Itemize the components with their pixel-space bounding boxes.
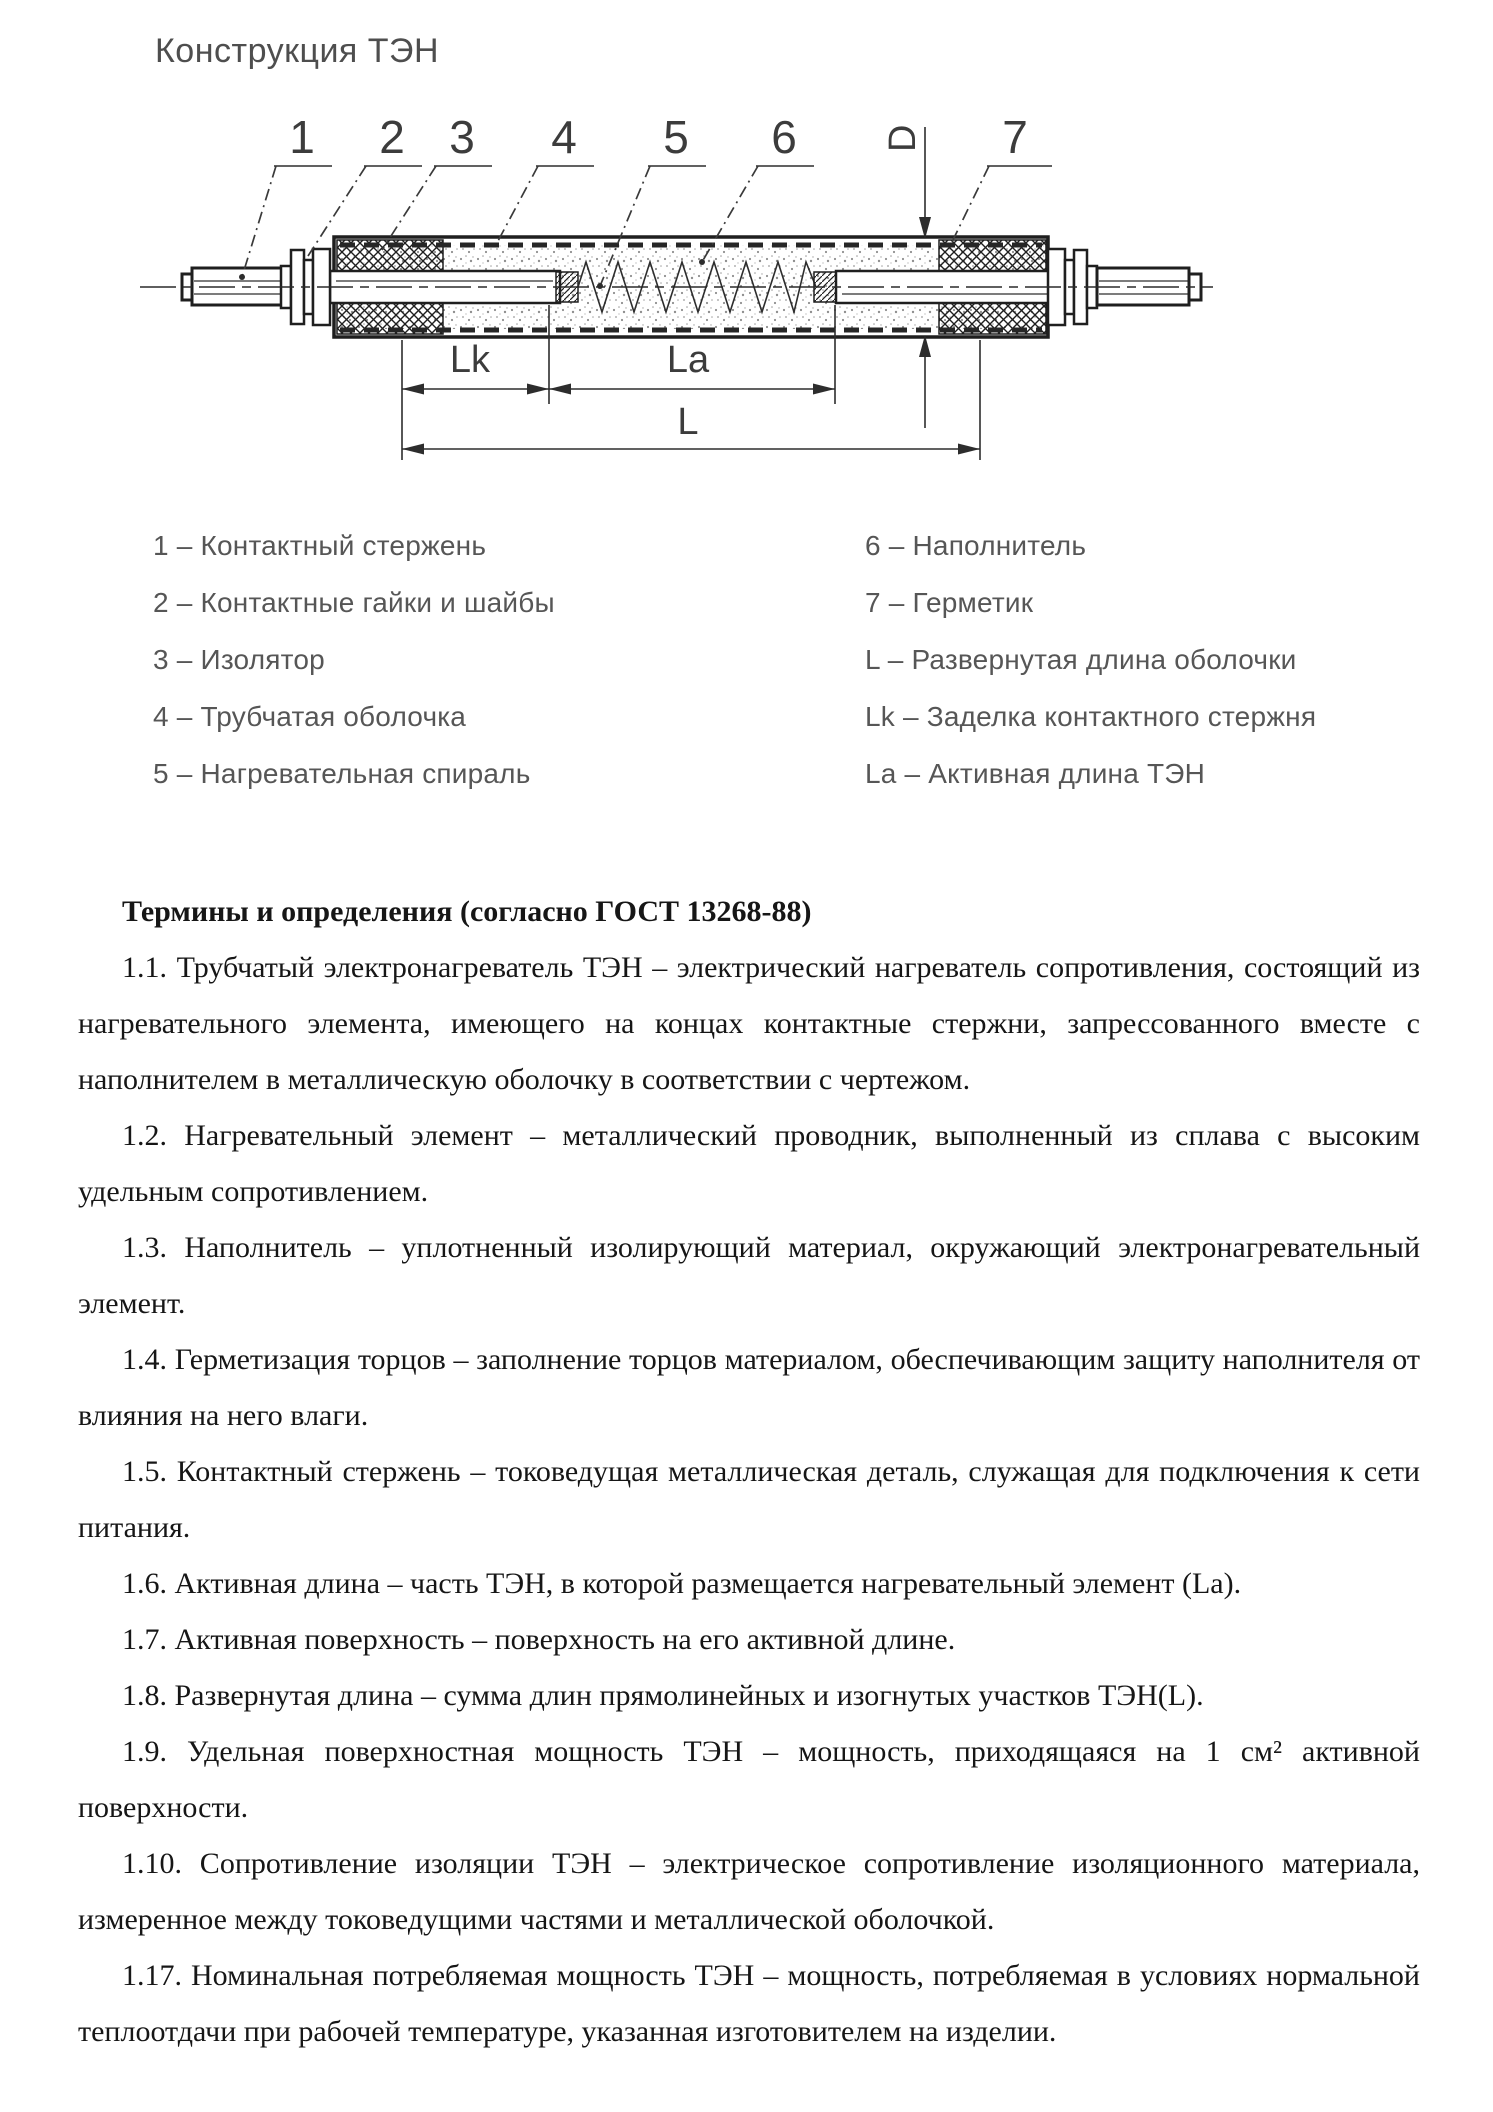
callout-3-label: 3	[449, 111, 475, 163]
term-1-4: 1.4. Герметизация торцов – заполнение торцов материалом, обеспечивающим защиту наполнителя от влияния на него влаги.	[78, 1343, 1420, 1432]
callout-7	[952, 111, 1052, 242]
legend-item-insulator: 3 – Изолятор	[153, 644, 325, 675]
legend-item-active-length: La – Активная длина ТЭН	[865, 758, 1206, 789]
term-1-6: 1.6. Активная длина – часть ТЭН, в которой размещается нагревательный элемент (La).	[122, 1567, 1242, 1600]
term-1-2: 1.2. Нагревательный элемент – металлический проводник, выполненный из сплава с высоким удельным сопротивлением.	[78, 1119, 1420, 1208]
callout-4	[498, 111, 594, 241]
callout-4-label: 4	[551, 111, 577, 163]
terms-heading: Термины и определения (согласно ГОСТ 13268-88)	[122, 895, 812, 928]
callout-2-label: 2	[379, 111, 405, 163]
legend-item-nuts-washers: 2 – Контактные гайки и шайбы	[153, 587, 555, 618]
diagram-legend	[0, 517, 1493, 837]
dimension-lk-label: Lk	[449, 339, 491, 381]
callout-1-label: 1	[289, 111, 315, 163]
term-1-1: 1.1. Трубчатый электронагреватель ТЭН – электрический нагреватель сопротивления, состоящий из нагревательного элемента, имеющего на концах контактные стержни, запрессованного вместе с наполнителем в металлическую оболочку в соответствии с чертежом.	[78, 951, 1420, 1096]
legend-item-sealant: 7 – Герметик	[865, 587, 1034, 618]
heater-construction-diagram	[0, 0, 1493, 500]
legend-item-developed-length: L – Развернутая длина оболочки	[865, 644, 1297, 675]
legend-item-heating-coil: 5 – Нагревательная спираль	[153, 758, 531, 789]
callout-2	[308, 111, 422, 256]
term-1-10: 1.10. Сопротивление изоляции ТЭН – электрическое сопротивление изоляционного материала, измеренное между токоведущими частями и металлической оболочкой.	[78, 1847, 1420, 1936]
callout-7-label: 7	[1002, 111, 1028, 163]
dimension-la-label: La	[666, 339, 710, 381]
terms-section	[78, 884, 1420, 2060]
term-1-17: 1.17. Номинальная потребляемая мощность ТЭН – мощность, потребляемая в условиях нормальной теплоотдачи при рабочей температуре, указанная изготовителем на изделии.	[78, 1959, 1420, 2048]
legend-item-filler: 6 – Наполнитель	[865, 530, 1087, 561]
page-title: Конструкция ТЭН	[155, 32, 440, 70]
legend-item-tubular-shell: 4 – Трубчатая оболочка	[153, 701, 467, 732]
dimension-la	[549, 339, 835, 395]
legend-item-rod-embedment: Lk – Заделка контактного стержня	[865, 701, 1317, 732]
legend-column-right	[865, 517, 1465, 802]
term-1-5: 1.5. Контактный стержень – токоведущая металлическая деталь, служащая для подключения к сети питания.	[78, 1455, 1420, 1544]
legend-column-left	[153, 517, 773, 802]
dimension-l-label: L	[677, 401, 699, 443]
term-1-3: 1.3. Наполнитель – уплотненный изолирующий материал, окружающий электронагревательный элемент.	[78, 1231, 1420, 1320]
dimension-l	[402, 401, 980, 455]
term-1-9: 1.9. Удельная поверхностная мощность ТЭН – мощность, приходящаяся на 1 см² активной поверхности.	[78, 1735, 1420, 1824]
term-1-7: 1.7. Активная поверхность – поверхность на его активной длине.	[122, 1623, 956, 1656]
dimension-d-label: D	[882, 124, 924, 152]
term-1-8: 1.8. Развернутая длина – сумма длин прямолинейных и изогнутых участков ТЭН(L).	[122, 1679, 1204, 1712]
dimension-lk	[402, 339, 549, 395]
callout-6-label: 6	[771, 111, 797, 163]
legend-item-contact-rod: 1 – Контактный стержень	[153, 530, 487, 561]
callout-5-label: 5	[663, 111, 689, 163]
